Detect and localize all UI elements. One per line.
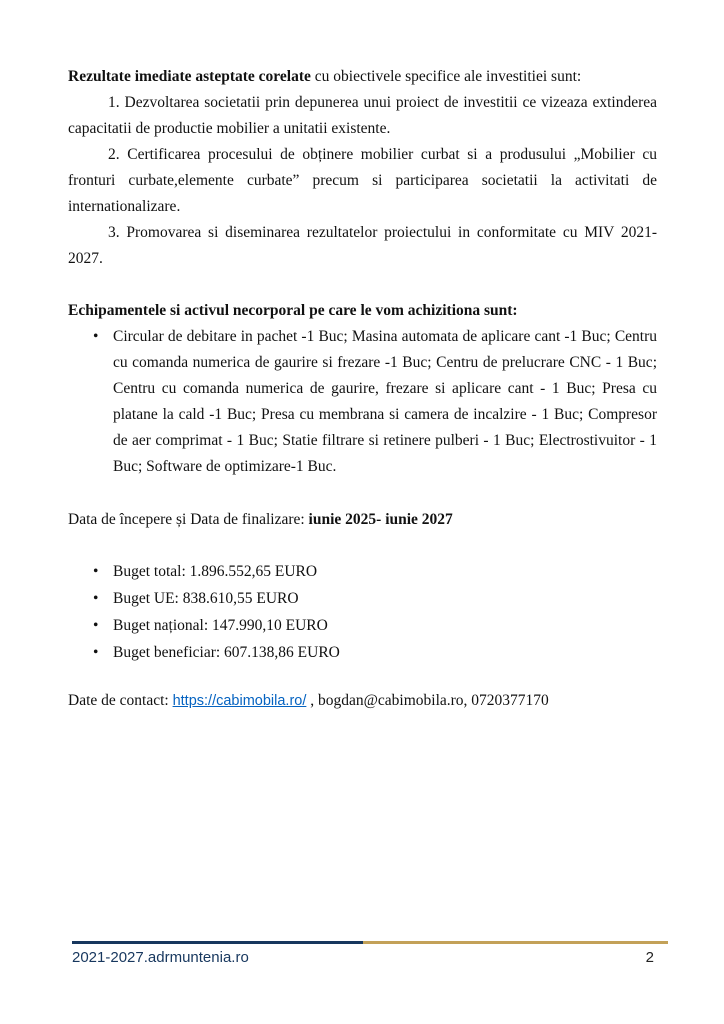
budget-item-ue-text: Buget UE: 838.610,55 EURO bbox=[113, 590, 299, 607]
footer-site-text: 2021-2027.adrmuntenia.ro bbox=[72, 949, 249, 966]
results-section bbox=[68, 64, 657, 272]
dates-label: Data de începere și Data de finalizare: bbox=[68, 511, 309, 528]
dates-value: iunie 2025- iunie 2027 bbox=[308, 511, 453, 528]
page-number: 2 bbox=[645, 949, 654, 966]
budget-item-total-text: Buget total: 1.896.552,65 EURO bbox=[113, 563, 318, 580]
budget-item-total bbox=[93, 559, 657, 585]
results-item-2: 2. Certificarea procesului de obținere mobilier curbat si a produsului „Mobilier cu fronturi curbate,elemente curbate” precum si participarea societatii la activitati de internationalizare. bbox=[68, 146, 657, 215]
bullet-icon: • bbox=[93, 617, 99, 634]
results-heading-rest: cu obiectivele specifice ale investitiei sunt: bbox=[310, 68, 582, 85]
results-heading bbox=[68, 64, 657, 90]
budget-section bbox=[68, 559, 657, 666]
results-item-3: 3. Promovarea si diseminarea rezultatelor proiectului in conformitate cu MIV 2021-2027. bbox=[68, 224, 657, 267]
contact-label: Date de contact: bbox=[68, 692, 173, 709]
contact-line bbox=[68, 688, 657, 714]
bullet-icon: • bbox=[93, 563, 99, 580]
equipment-list-text: Circular de debitare in pachet -1 Buc; Masina automata de aplicare cant -1 Buc; Centru cu comanda numerica de gaurire si frezare -1 Buc; Centru de prelucrare CNC - 1 Buc; Centru cu comanda numerica de gaurire, frezare si aplicare cant - 1 Buc; Presa cu platane la cald -1 Buc; Presa cu membrana si camera de incalzire - 1 Buc; Compresor de aer comprimat - 1 Buc; Statie filtrare si retinere pulberi - 1 Buc; Electrostivuitor - 1 Buc; Software de optimizare-1 Buc. bbox=[113, 328, 657, 475]
equipment-list-item bbox=[93, 324, 657, 480]
budget-item-beneficiar-text: Buget beneficiar: 607.138,86 EURO bbox=[113, 644, 340, 661]
bullet-icon: • bbox=[93, 644, 99, 661]
results-heading-bold: Rezultate imediate asteptate corelate bbox=[68, 68, 311, 85]
page-footer bbox=[72, 941, 668, 969]
bullet-icon: • bbox=[93, 328, 99, 345]
bullet-icon: • bbox=[93, 590, 99, 607]
footer-row bbox=[72, 947, 668, 969]
results-item-1: 1. Dezvoltarea societatii prin depunerea unui proiect de investitii ce vizeaza extinderea capacitatii de productie mobilier a unitatii existente. bbox=[68, 94, 657, 137]
budget-item-national-text: Buget național: 147.990,10 EURO bbox=[113, 617, 328, 634]
dates-line bbox=[68, 507, 657, 533]
equipment-heading: Echipamentele si activul necorporal pe care le vom achizitiona sunt: bbox=[68, 302, 518, 319]
contact-separator: , bbox=[306, 692, 318, 709]
footer-rule bbox=[72, 941, 668, 944]
contact-rest: bogdan@cabimobila.ro, 0720377170 bbox=[318, 692, 549, 709]
footer-rule-gold-segment bbox=[363, 941, 668, 944]
equipment-section bbox=[68, 298, 657, 480]
budget-item-national bbox=[93, 613, 657, 639]
footer-rule-navy-segment bbox=[72, 941, 363, 944]
budget-item-ue bbox=[93, 586, 657, 612]
contact-link[interactable]: https://cabimobila.ro/ bbox=[172, 693, 307, 709]
budget-item-beneficiar bbox=[93, 640, 657, 666]
